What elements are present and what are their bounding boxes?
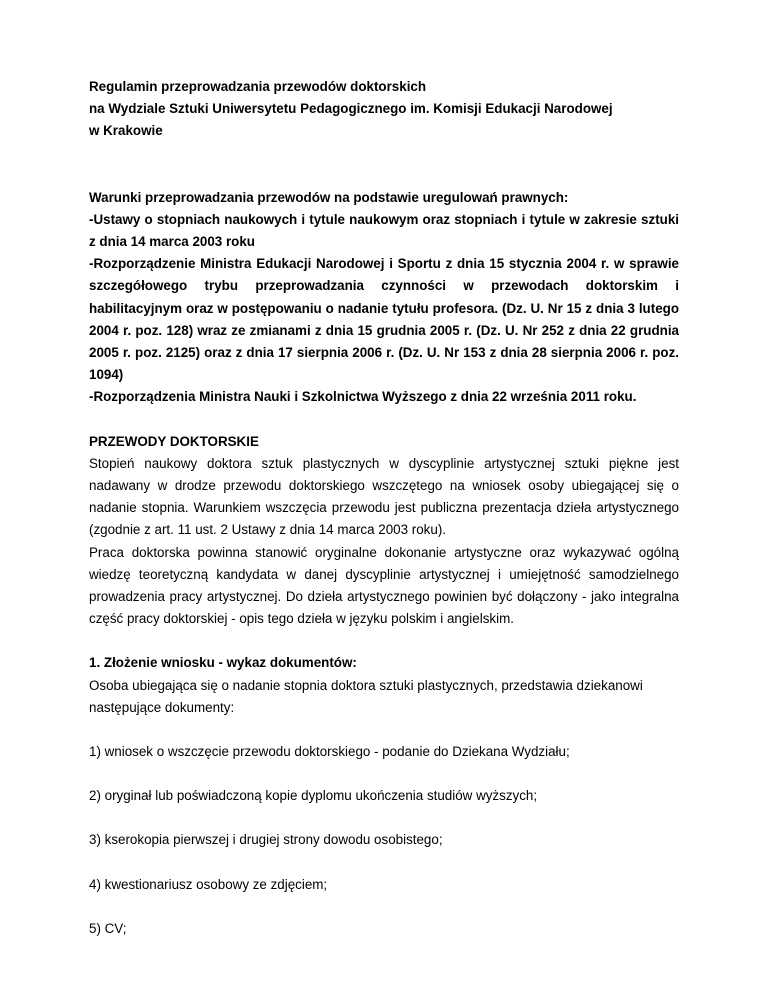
list-item: 3) kserokopia pierwszej i drugiej strony dowodu osobistego; bbox=[89, 832, 443, 848]
legal-basis-item: -Rozporządzenia Ministra Nauki i Szkolnictwa Wyższego z dnia 22 września 2011 roku. bbox=[89, 389, 637, 405]
list-item: 4) kwestionariusz osobowy ze zdjęciem; bbox=[89, 876, 328, 892]
list-item: 1) wniosek o wszczęcie przewodu doktorskiego - podanie do Dziekana Wydziału; bbox=[89, 744, 570, 760]
list-item: 5) CV; bbox=[89, 920, 127, 936]
legal-basis-item: -Ustawy o stopniach naukowych i tytule naukowym oraz stopniach i tytule w zakresie sztuki z dnia 14 marca 2003 roku bbox=[89, 211, 679, 250]
section-1 bbox=[89, 652, 679, 940]
document-title bbox=[89, 76, 679, 143]
legal-basis-section bbox=[89, 187, 679, 409]
przewody-heading: PRZEWODY DOKTORSKIE bbox=[89, 433, 259, 449]
legal-basis-heading: Warunki przeprowadzania przewodów na podstawie uregulowań prawnych: bbox=[89, 189, 569, 205]
title-line-1: Regulamin przeprowadzania przewodów doktorskich bbox=[89, 79, 427, 94]
section-1-heading: 1. Złożenie wniosku - wykaz dokumentów: bbox=[89, 655, 357, 671]
document-page bbox=[89, 76, 679, 940]
przewody-paragraph: Praca doktorska powinna stanowić oryginalne dokonanie artystyczne oraz wykazywać ogólną wiedzę teoretyczną kandydata w danej dyscyplinie artystycznej i umiejętność samodzielnego prowadzenia pracy artystycznej. Do dzieła artystycznego powinien być dołączony - jako integralna część pracy doktorskiej - opis tego dzieła w języku polskim i angielskim. bbox=[89, 544, 679, 627]
section-1-intro: Osoba ubiegająca się o nadanie stopnia doktora sztuki plastycznych, przedstawia dziekanowi następujące dokumenty: bbox=[89, 677, 643, 715]
list-item: 2) oryginał lub poświadczoną kopie dyplomu ukończenia studiów wyższych; bbox=[89, 788, 538, 804]
title-line-3: w Krakowie bbox=[89, 123, 163, 139]
title-line-2: na Wydziale Sztuki Uniwersytetu Pedagogicznego im. Komisji Edukacji Narodowej bbox=[89, 101, 613, 117]
legal-basis-item: -Rozporządzenie Ministra Edukacji Narodowej i Sportu z dnia 15 stycznia 2004 r. w sprawie szczegółowego trybu przeprowadzania czynności w przewodach doktorskim i habilitacyjnym oraz w postępowaniu o nadanie tytułu profesora. (Dz. U. Nr 15 z dnia 3 lutego 2004 r. poz. 128) wraz ze zmianami z dnia 15 grudnia 2005 r. (Dz. U. Nr 252 z dnia 22 grudnia 2005 r. poz. 2125) oraz z dnia 17 sierpnia 2006 r. (Dz. U. Nr 153 z dnia 28 sierpnia 2006 r. poz. 1094) bbox=[89, 256, 679, 383]
przewody-paragraph: Stopień naukowy doktora sztuk plastycznych w dyscyplinie artystycznej sztuki piękne jest nadawany w drodze przewodu doktorskiego wszczętego na wniosek osoby ubiegającej się o nadanie stopnia. Warunkiem wszczęcia przewodu jest publiczna prezentacja dzieła artystycznego (zgodnie z art. 11 ust. 2 Ustawy z dnia 14 marca 2003 roku). bbox=[89, 455, 679, 538]
przewody-section bbox=[89, 431, 679, 631]
